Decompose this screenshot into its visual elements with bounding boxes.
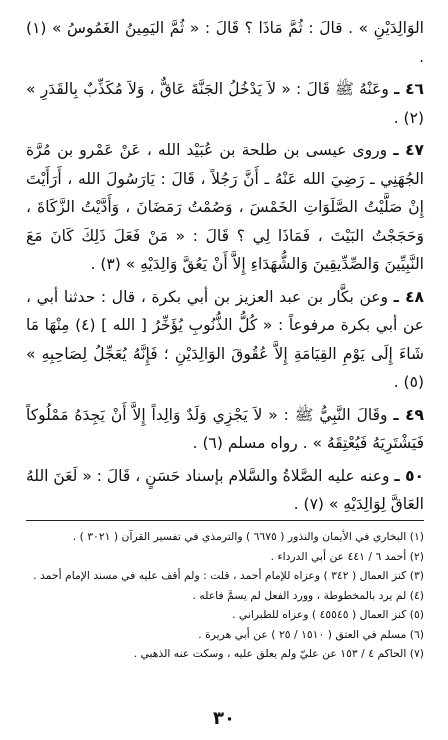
page-number: ٣٠ xyxy=(213,708,235,729)
footnote-2: (٢) أحمد ٦ / ٤٤١ عن أبي الدرداء . xyxy=(270,549,424,563)
hadith-45-ending xyxy=(26,14,424,71)
hadith-47 xyxy=(26,136,424,279)
footnote-1: (١) البخاري في الأيمان والنذور ( ٦٦٧٥ ) والترمذي في تفسير القرآن ( ٣٠٢١ ) . xyxy=(72,530,424,543)
footnote-6: (٦) مسلم في العتق ( ١٥١٠ / ٢٥ ) عن أبي هريرة . xyxy=(198,627,424,641)
paragraph-text: وعَنْهُ ﷺ قَالَ : « لاَ يَدْخُلُ الجَنَّةَ عَاقٌّ ، وَلاَ مُكَذِّبٌ بِالقَدَرِ » (٢) . xyxy=(26,80,424,127)
footnotes xyxy=(26,520,424,664)
paragraph-text: وروى عيسى بن طلحة بن عُبَيْد الله ، عَنْ عَمْرو بن مُرَّة الجُهَنِي ـ رَضِيَ الله عَنْهُ ـ أَنَّ رَجُلاً ، قَالَ : يَارَسُولَ الله ، أَرَأَيْتَ إِنْ صَلَّيْتُ الصَّلَوَاتِ الخَمْسَ ، وَصُمْتُ رَمَضَانَ ، وَأَدَّيْتُ الزَّكَاةَ ، وَحَجَجْتُ البَيْتَ ، فَمَاذَا لِي ؟ قَالَ : « مَنْ فَعَلَ ذَلِكَ كَانَ مَعَ النَّبِيِّينَ وَالصِّدِّيقِينَ وَالشُّهَدَاءِ إِلاَّ أَنْ يَعُقَّ وَالِدَيْهِ » (٣) . xyxy=(26,141,424,273)
hadith-number: ٤٨ ـ xyxy=(393,287,424,306)
hadith-48 xyxy=(26,283,424,397)
footnote-5: (٥) كنز العمال ( ٤٥٥٤٥ ) وعزاه للطبراني . xyxy=(231,608,424,621)
hadith-number: ٤٩ ـ xyxy=(393,405,424,424)
hadith-number: ٥٠ ـ xyxy=(394,466,424,485)
paragraph-text: وعن بكَّار بن عبد العزيز بن أبي بكرة ، قال : حدثنا أبي ، عن أبي بكرة مرفوعاً : « كُلُّ الذُّنُوبِ يُؤَخِّرُ [ الله ] (٤) مِنْهَا مَا شَاءَ إِلَى يَوْمِ القِيَامَةِ إِلاَّ عُقُوقَ الوَالِدَيْنِ ؛ فَإِنَّهُ يُعَجِّلُ لِصَاحِبِهِ » (٥) . xyxy=(26,287,424,391)
hadith-50 xyxy=(26,462,424,519)
hadith-46 xyxy=(26,75,424,132)
hadith-number: ٤٦ ـ xyxy=(394,80,424,98)
hadith-49 xyxy=(26,401,424,458)
paragraph-text: وقَالَ النَّبِيُّ ﷺ : « لاَ يَجْزِي وَلَدٌ وَالِداً إِلاَّ أَنْ يَجِدَهُ مَمْلُوكاً فَيَشْتَرِيَهُ فَيُعْتِقَهُ » . رواه مسلم (٦) . xyxy=(26,405,424,452)
footnote-7: (٧) الحاكم ٤ / ١٥٣ عن عليّ ولم يعلق عليه ، وسكت عنه الذهبي . xyxy=(133,647,424,660)
paragraph-text: الوَالِدَيْنِ » . قالَ : ثُمَّ مَاذَا ؟ قَالَ : « ثُمَّ اليَمِينُ الغَمُوسُ » (١) . xyxy=(26,19,424,66)
paragraph-text: وعنه عليه الصَّلاةُ والسَّلام بإسناد حَسَنٍ ، قَالَ : « لَعَنَ اللهُ العَاقَّ لِوَالِدَيْهِ » (٧) . xyxy=(26,466,424,513)
footnote-4: (٤) لم يرد بالمخطوطة ، وورد الفعل لم يسمَّ فاعله . xyxy=(192,588,424,602)
footnote-3: (٣) كنز العمال ( ٣٤٢ ) وعزاه للإمام أحمد ، قلت : ولم أقف عليه في مسند الإمام أحمد . xyxy=(33,569,424,582)
hadith-number: ٤٧ ـ xyxy=(393,141,425,159)
